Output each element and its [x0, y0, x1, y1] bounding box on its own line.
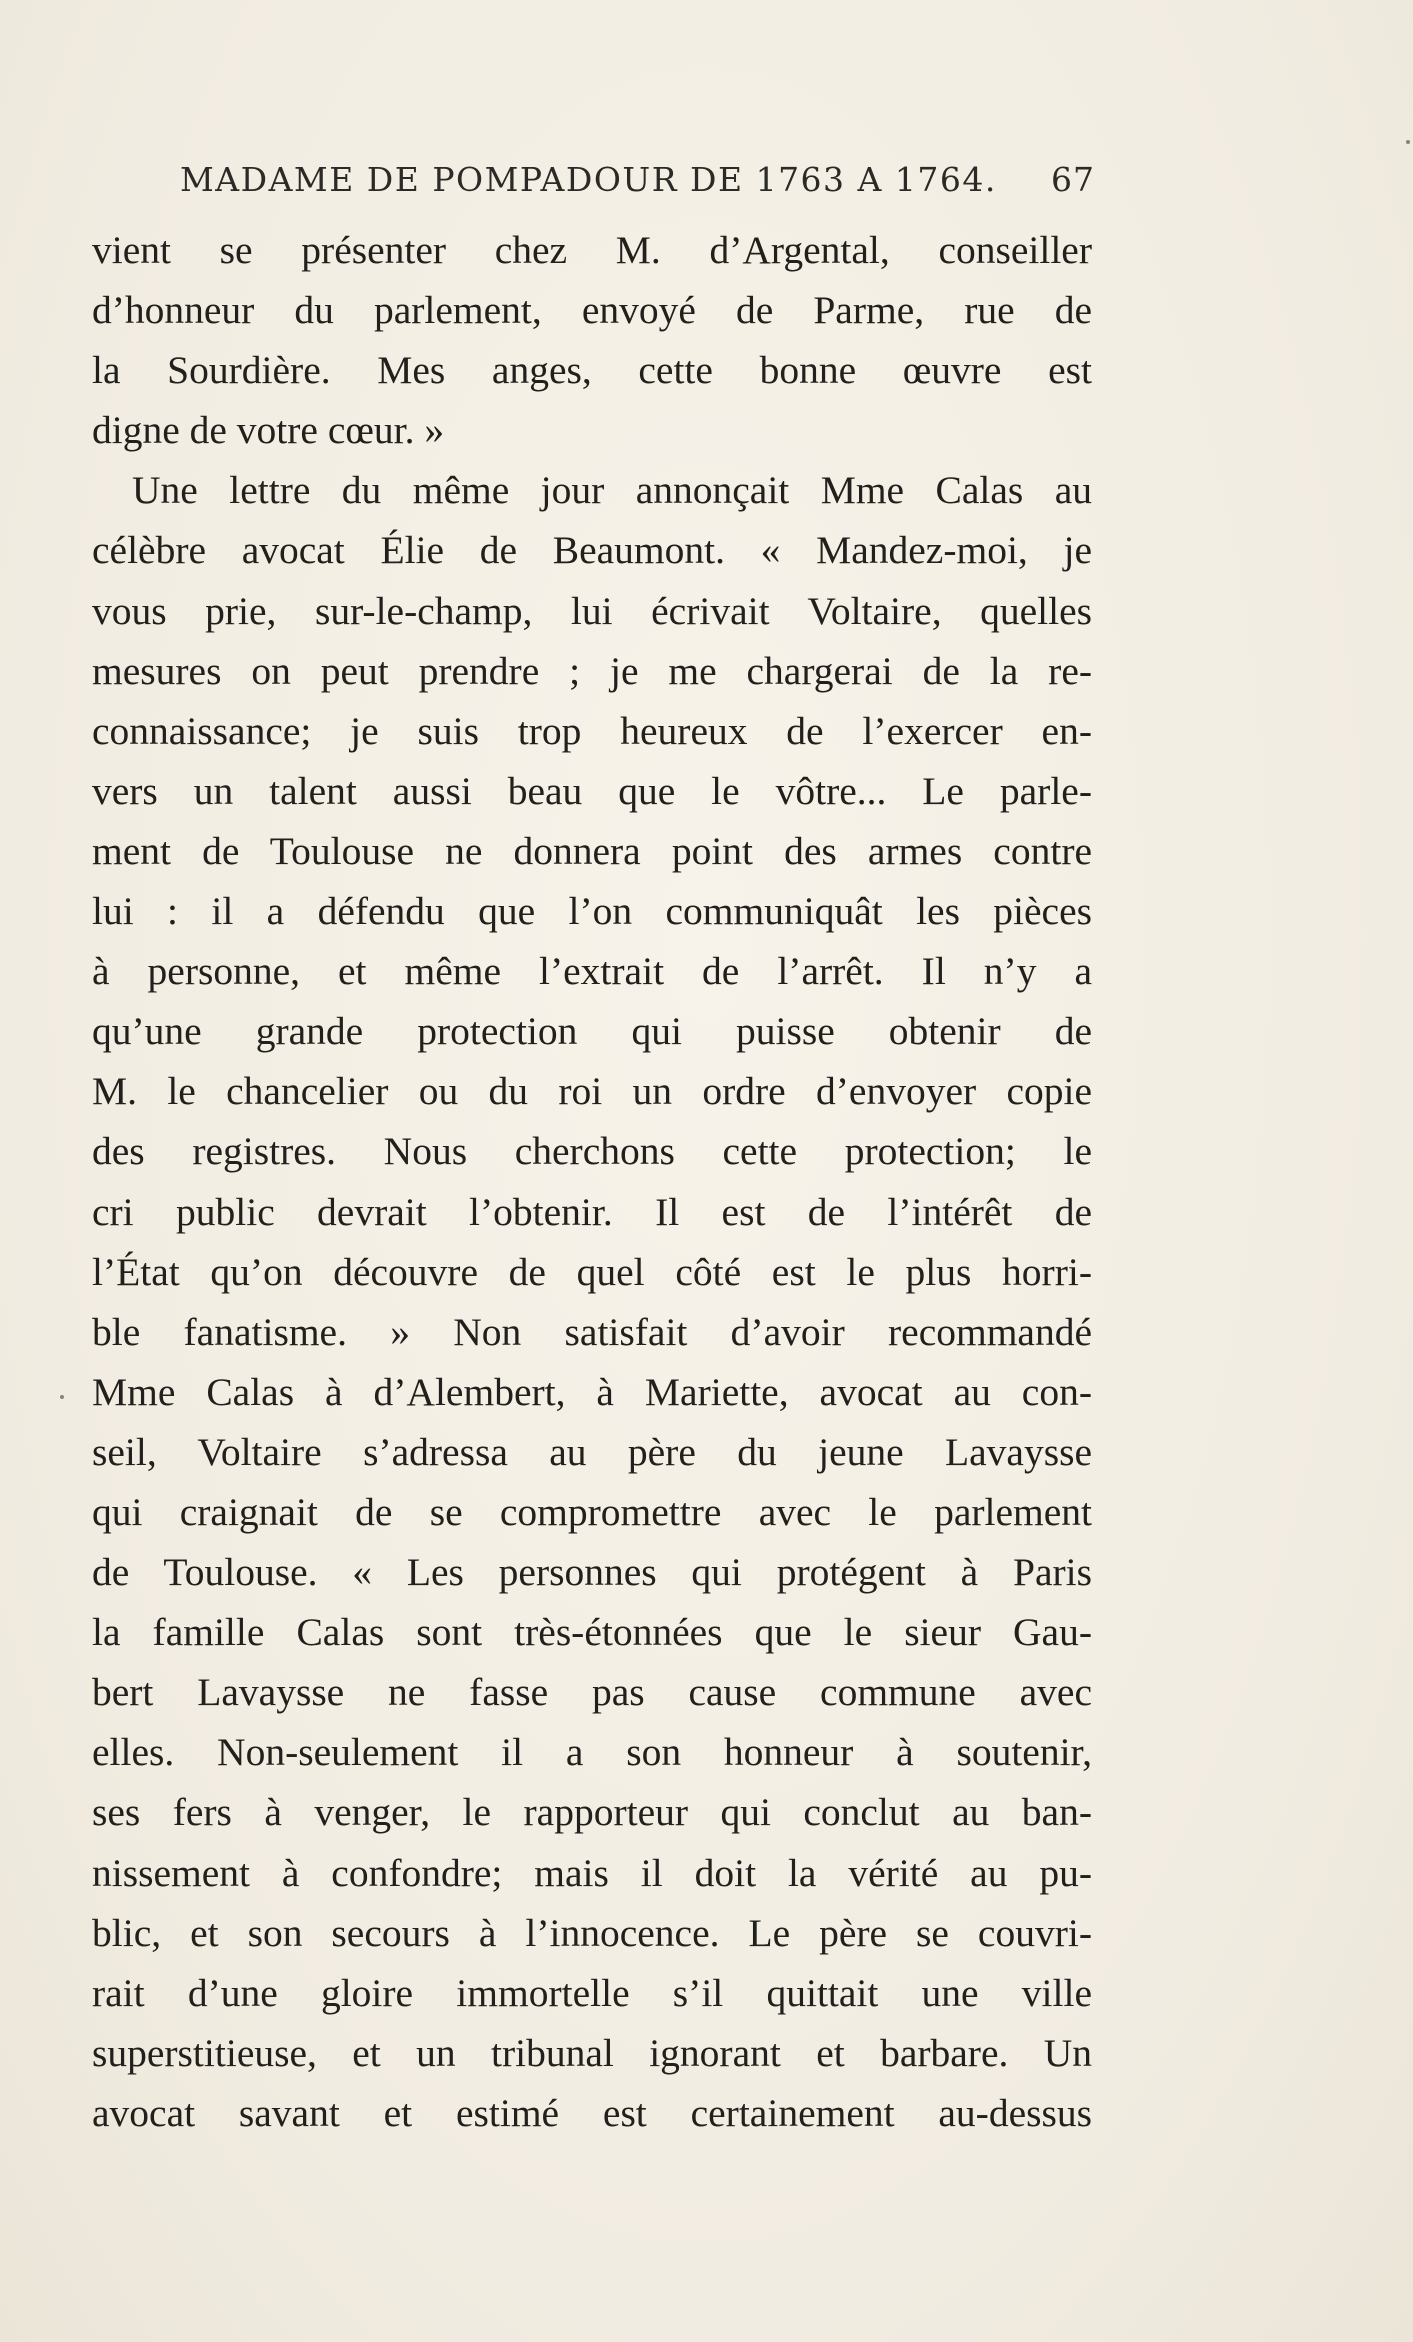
text-line: nissement à confondre; mais il doit la vérité au pu-	[92, 1850, 1092, 1895]
text-line: ble fanatisme. » Non satisfait d’avoir recommandé	[92, 1309, 1092, 1354]
text-line: connaissance; je suis trop heureux de l’exercer en-	[92, 708, 1092, 753]
text-line: la famille Calas sont très-étonnées que le sieur Gau-	[92, 1610, 1092, 1655]
text-line: avocat savant et estimé est certainement au-dessus	[92, 2090, 1092, 2135]
text-line: la Sourdière. Mes anges, cette bonne œuvre est	[92, 348, 1092, 393]
text-line: digne de votre cœur. »	[92, 408, 445, 453]
text-line: superstitieuse, et un tribunal ignorant et barbare. Un	[92, 2030, 1092, 2075]
text-line: célèbre avocat Élie de Beaumont. « Mandez-moi, je	[92, 528, 1092, 573]
page-header	[170, 160, 1095, 210]
text-line: vient se présenter chez M. d’Argental, conseiller	[92, 228, 1092, 272]
paper-speck	[60, 1395, 64, 1399]
text-line: bert Lavaysse ne fasse pas cause commune avec	[92, 1670, 1092, 1715]
text-line: des registres. Nous cherchons cette protection; le	[92, 1129, 1092, 1174]
text-line: ses fers à venger, le rapporteur qui conclut au ban-	[92, 1790, 1092, 1835]
text-line: blic, et son secours à l’innocence. Le père se couvri-	[92, 1910, 1092, 1955]
text-line: cri public devrait l’obtenir. Il est de l’intérêt de	[92, 1189, 1092, 1234]
text-line: rait d’une gloire immortelle s’il quittait une ville	[92, 1970, 1092, 2015]
text-line: vers un talent aussi beau que le vôtre... Le parle-	[92, 768, 1092, 813]
running-head: MADAME DE POMPADOUR DE 1763 A 1764.	[180, 160, 997, 199]
text-line: elles. Non-seulement il a son honneur à soutenir,	[92, 1730, 1092, 1775]
page-number: 67	[1051, 160, 1095, 199]
text-line: l’État qu’on découvre de quel côté est le plus horri-	[92, 1249, 1092, 1294]
text-line: Mme Calas à d’Alembert, à Mariette, avocat au con-	[92, 1369, 1092, 1414]
text-line: d’honneur du parlement, envoyé de Parme, rue de	[92, 288, 1092, 333]
text-line: lui : il a défendu que l’on communiquât les pièces	[92, 889, 1092, 934]
text-line: vous prie, sur-le-champ, lui écrivait Voltaire, quelles	[92, 588, 1092, 633]
text-line: M. le chancelier ou du roi un ordre d’envoyer copie	[92, 1069, 1092, 1114]
text-line: Une lettre du même jour annonçait Mme Calas au	[132, 468, 1092, 513]
text-line: à personne, et même l’extrait de l’arrêt. Il n’y a	[92, 949, 1092, 994]
text-line: seil, Voltaire s’adressa au père du jeune Lavaysse	[92, 1429, 1092, 1474]
paper-speck	[1406, 140, 1410, 144]
text-line: qui craignait de se compromettre avec le parlement	[92, 1489, 1092, 1534]
text-line: de Toulouse. « Les personnes qui protégent à Paris	[92, 1550, 1092, 1595]
body-text	[92, 220, 1092, 2143]
text-line: ment de Toulouse ne donnera point des armes contre	[92, 828, 1092, 873]
text-line: mesures on peut prendre ; je me chargerai de la re-	[92, 648, 1092, 693]
text-line: qu’une grande protection qui puisse obtenir de	[92, 1009, 1092, 1054]
